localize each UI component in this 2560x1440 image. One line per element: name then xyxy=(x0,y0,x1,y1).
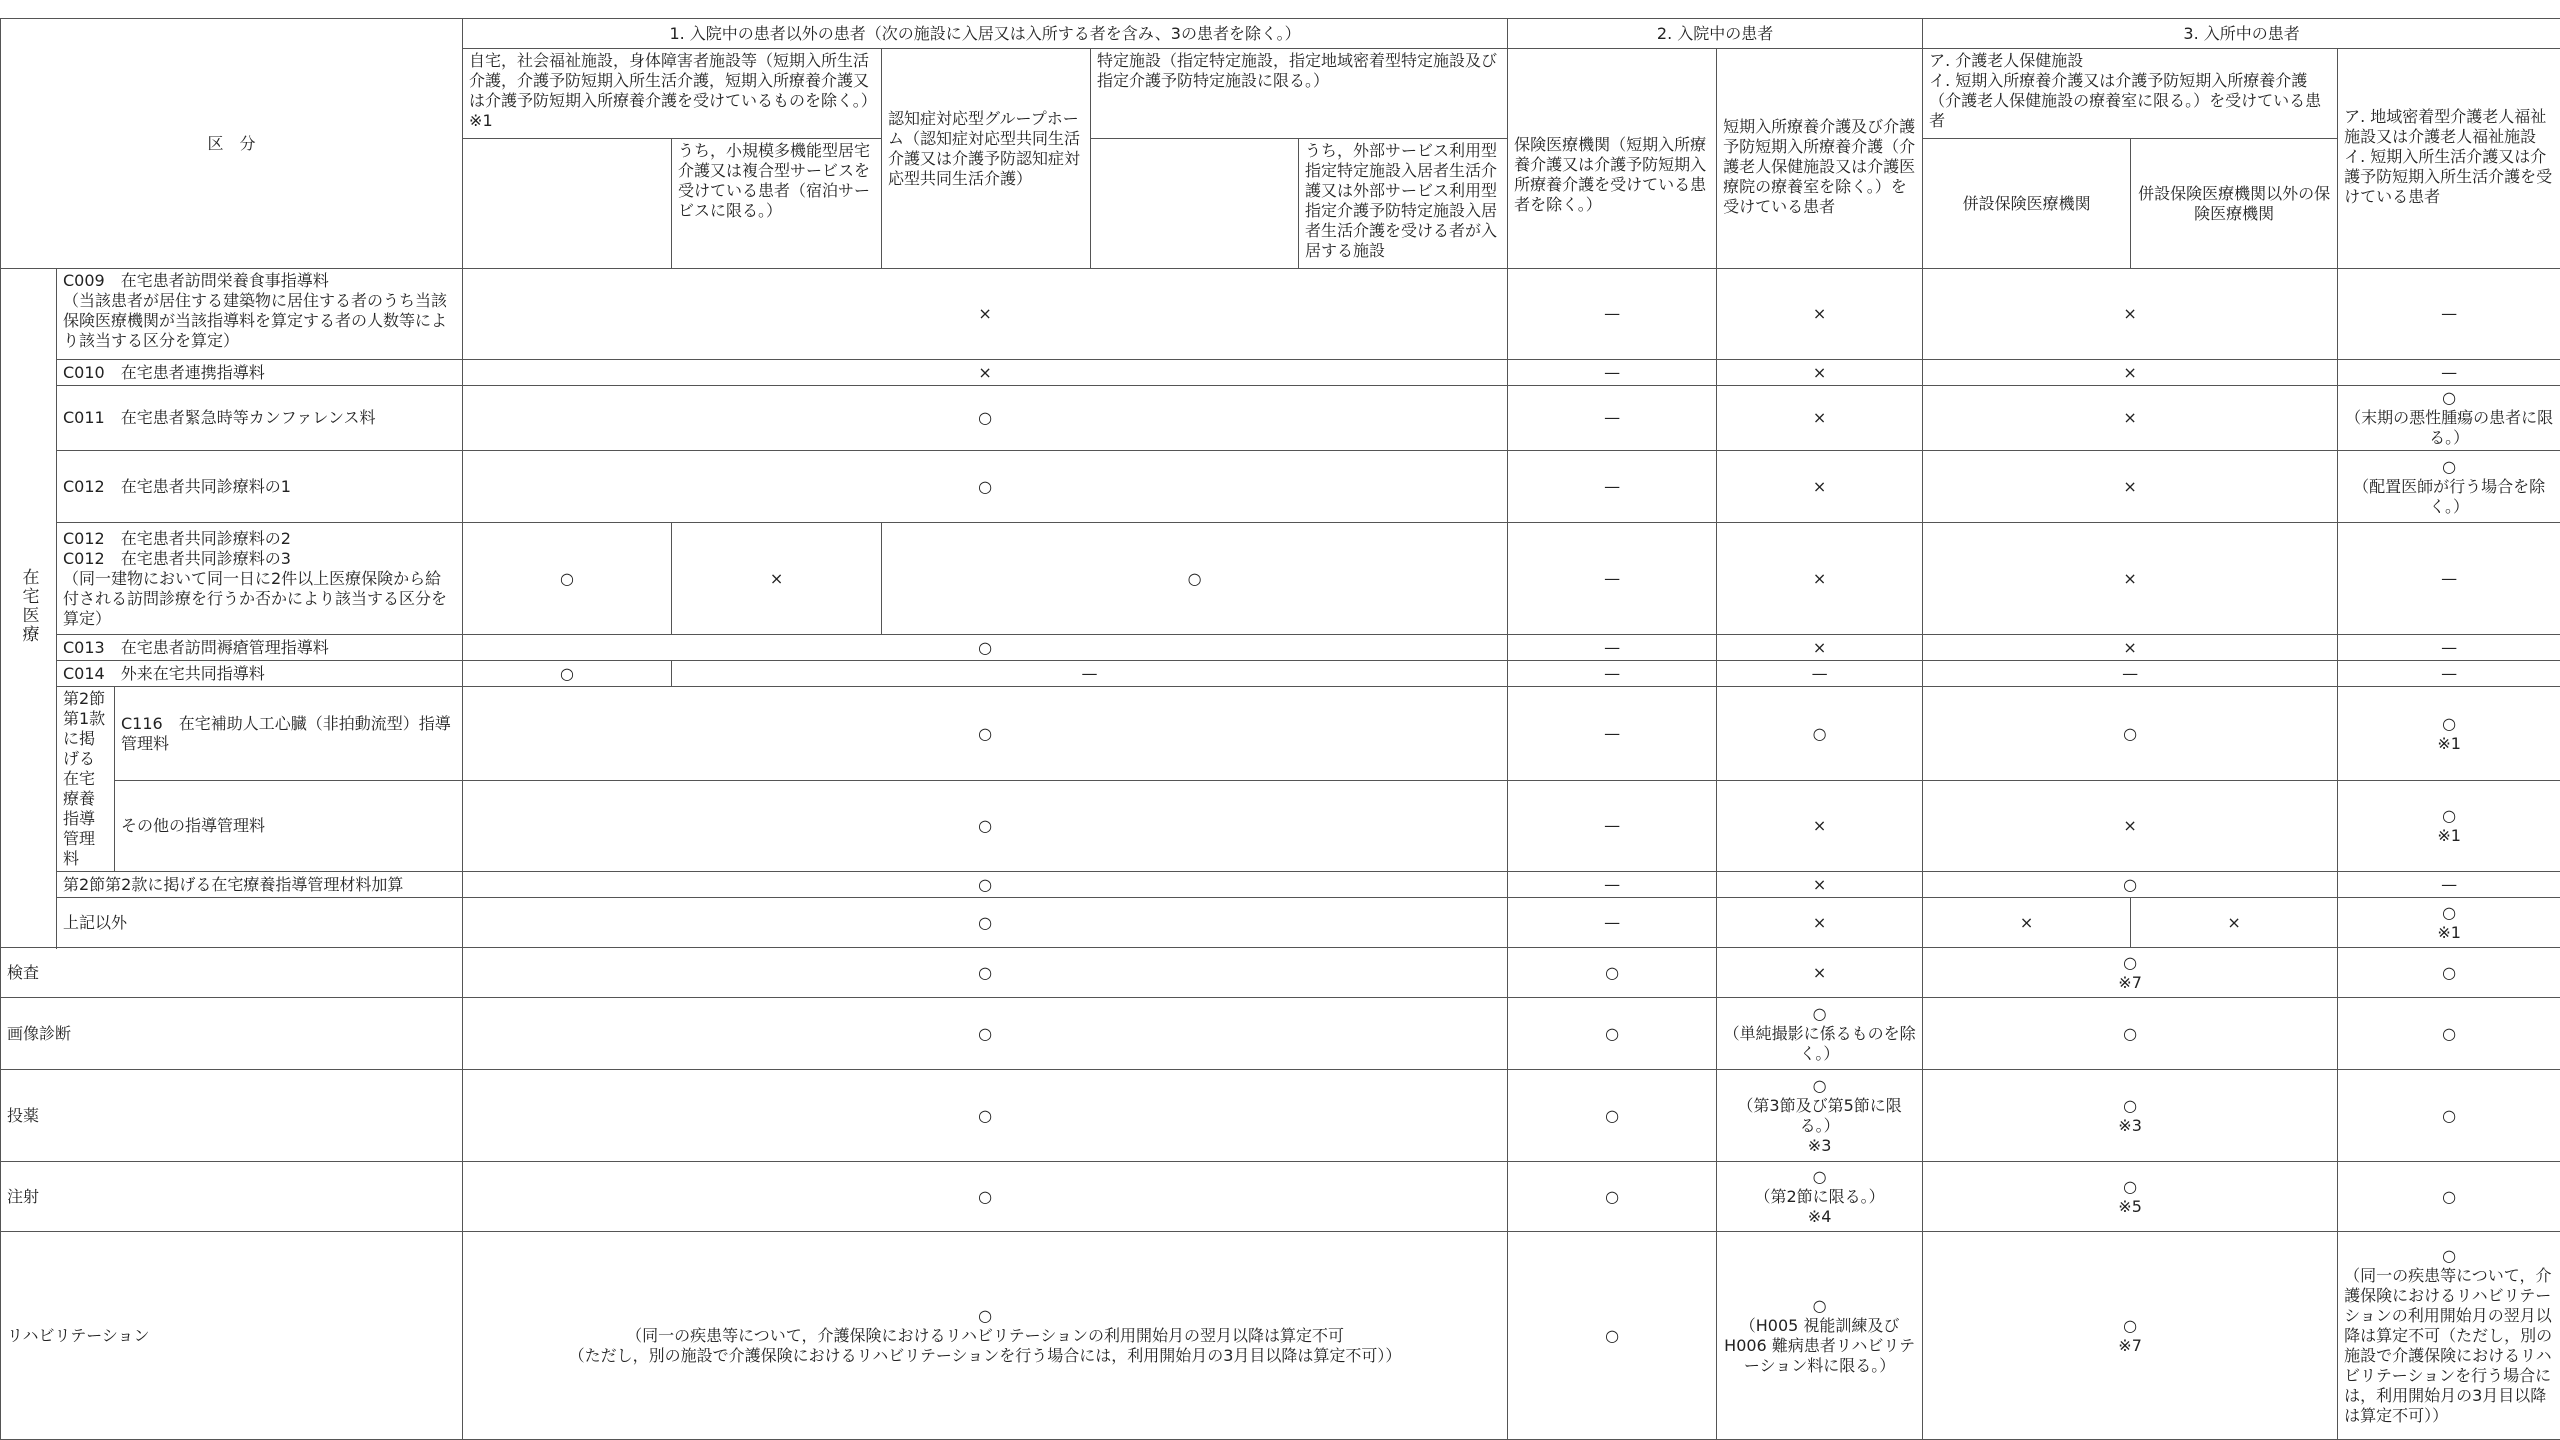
row-label: その他の指導管理料 xyxy=(115,781,463,872)
cell-mark: ○ xyxy=(2442,388,2457,407)
cell-mark: × xyxy=(1923,269,2338,360)
zaitaku-label: 在宅医療 xyxy=(1,269,57,948)
cell-mark: ○ xyxy=(463,523,672,635)
cell-mark: — xyxy=(1508,872,1717,898)
cell-mark: — xyxy=(1508,635,1717,661)
cell-note: （単純撮影に係るものを除く。） xyxy=(1723,1023,1916,1063)
cell-mark: — xyxy=(1923,661,2338,687)
cell-mark: — xyxy=(2338,360,2560,386)
cell-mark: × xyxy=(1923,523,2338,635)
rouken-header: ア. 介護老人保健施設 イ. 短期入所療養介護又は介護予防短期入所療養介護（介護老人保健施設の療養室に限る。）を受けている患者 xyxy=(1923,49,2338,139)
cell-mark: × xyxy=(463,360,1508,386)
tokuyou-header: ア. 地域密着型介護老人福祉施設又は介護老人福祉施設 イ. 短期入所生活介護又は介護予防短期入所生活介護を受けている患者 xyxy=(2338,49,2560,269)
group2-header: 2. 入院中の患者 xyxy=(1508,19,1923,49)
group3-header: 3. 入所中の患者 xyxy=(1923,19,2560,49)
cell-mark: ○ xyxy=(2123,1095,2138,1115)
cell-note: ※7 xyxy=(2118,1335,2142,1355)
tokutei-sub-header: うち，外部サービス利用型指定特定施設入居者生活介護又は外部サービス利用型指定介護予防特定施設入居者生活介護を受ける者が入居する施設 xyxy=(1299,139,1508,269)
cell-mark: × xyxy=(1717,635,1923,661)
cell-mark: ○ xyxy=(463,898,1508,948)
cell-mark: ○ xyxy=(1923,872,2338,898)
cell-mark: — xyxy=(2338,872,2560,898)
cell-mark: — xyxy=(1508,781,1717,872)
cell-mark: × xyxy=(1923,360,2338,386)
cell-mark: — xyxy=(2338,269,2560,360)
cell-mark: ○ xyxy=(463,998,1508,1070)
cell-mark: ○ xyxy=(1812,1003,1827,1023)
cell-mark: ○ xyxy=(882,523,1508,635)
cell-mark: — xyxy=(1717,661,1923,687)
cell-mark: — xyxy=(1508,269,1717,360)
cell-mark: × xyxy=(1717,872,1923,898)
cell-note: ※7 xyxy=(2118,972,2142,992)
row-label: C014 外来在宅共同指導料 xyxy=(57,661,463,687)
cell-mark: ○ xyxy=(2338,948,2560,998)
row-label: 注射 xyxy=(1,1162,463,1232)
cell-mark: ○ xyxy=(1508,998,1717,1070)
cell-note: （同一の疾患等について，介護保険におけるリハビリテーションの利用開始月の翌月以降は算定不可（ただし，別の施設で介護保険におけるリハビリテーションを行う場合には，利用開始月の3月目以降は算定不可）） xyxy=(2344,1265,2553,1425)
cell-note: （末期の悪性腫瘍の患者に限る。） xyxy=(2345,408,2554,447)
cell-mark: ○ xyxy=(978,1305,993,1325)
kubun-header: 区 分 xyxy=(1,19,463,269)
row-label: 投薬 xyxy=(1,1070,463,1162)
row-label: C013 在宅患者訪問褥瘡管理指導料 xyxy=(57,635,463,661)
cell-mark: ○ xyxy=(1508,948,1717,998)
cell-mark: — xyxy=(1508,386,1717,451)
cell-note: ※5 xyxy=(2118,1196,2142,1216)
cell-mark: × xyxy=(1717,269,1923,360)
row-label: 第2節第2款に掲げる在宅療養指導管理材料加算 xyxy=(57,872,463,898)
cell-mark: ○ xyxy=(463,872,1508,898)
cell-mark: × xyxy=(1717,386,1923,451)
cell-note: （第2節に限る。） xyxy=(1754,1186,1885,1206)
cell-mark: × xyxy=(1923,635,2338,661)
eligibility-table xyxy=(0,18,2560,1440)
cell-mark: ○ xyxy=(2123,1176,2138,1196)
home-sub-header: うち，小規模多機能型居宅介護又は複合型サービスを受けている患者（宿泊サービスに限る。） xyxy=(672,139,882,269)
row-label: C012 在宅患者共同診療料の1 xyxy=(57,451,463,523)
cell-mark: × xyxy=(1717,948,1923,998)
cell-mark: ○ xyxy=(2123,952,2138,972)
cell-mark: ○ xyxy=(1923,687,2338,781)
row-label: C116 在宅補助人工心臓（非拍動流型）指導管理料 xyxy=(115,687,463,781)
cell-mark: × xyxy=(1923,451,2338,523)
row-label: 画像診断 xyxy=(1,998,463,1070)
cell-mark: — xyxy=(1508,898,1717,948)
cell-mark: ○ xyxy=(2442,902,2457,922)
hoken-header: 保険医療機関（短期入所療養介護又は介護予防短期入所療養介護を受けている患者を除く。） xyxy=(1508,49,1717,269)
cell-mark: — xyxy=(1508,523,1717,635)
cell-mark: ○ xyxy=(463,781,1508,872)
cell-mark: — xyxy=(2338,635,2560,661)
cell-mark: — xyxy=(672,661,1508,687)
cell-mark: × xyxy=(2131,898,2338,948)
heisetsu-igai-header: 併設保険医療機関以外の保険医療機関 xyxy=(2131,139,2338,269)
row-label: C009 在宅患者訪問栄養食事指導料 （当該患者が居住する建築物に居住する者のうち当該保険医療機関が当該指導料を算定する者の人数等により該当する区分を算定） xyxy=(57,269,463,360)
cell-note: ※1 xyxy=(2437,922,2461,942)
cell-mark: ○ xyxy=(2442,456,2457,476)
cell-note: ※1 xyxy=(2437,826,2461,846)
cell-mark: ○ xyxy=(463,451,1508,523)
cell-mark: × xyxy=(1923,898,2131,948)
section-2-1-label: 第2節第1款に掲げる在宅療養指導管理料 xyxy=(57,687,115,872)
cell-note: （同一の疾患等について，介護保険におけるリハビリテーションの利用開始月の翌月以降は算定不可 xyxy=(626,1325,1345,1345)
row-label: 上記以外 xyxy=(57,898,463,948)
cell-mark: ○ xyxy=(2338,1070,2560,1162)
cell-mark: ○ xyxy=(463,661,672,687)
cell-note: （H005 視能訓練及びH006 難病患者リハビリテーション料に限る。） xyxy=(1724,1315,1916,1375)
cell-mark: — xyxy=(1508,360,1717,386)
cell-mark: × xyxy=(1923,781,2338,872)
cell-mark: × xyxy=(672,523,882,635)
cell-mark: ○ xyxy=(1508,1232,1717,1440)
row-label: C011 在宅患者緊急時等カンファレンス料 xyxy=(57,386,463,451)
cell-mark: ○ xyxy=(2442,1245,2457,1265)
cell-note: ※1 xyxy=(2437,733,2461,753)
cell-note: ※3 xyxy=(1807,1135,1832,1155)
cell-mark: × xyxy=(1717,451,1923,523)
row-label: 検査 xyxy=(1,948,463,998)
cell-mark: — xyxy=(2338,523,2560,635)
cell-mark: ○ xyxy=(463,1070,1508,1162)
cell-mark: ○ xyxy=(463,948,1508,998)
cell-note: ※4 xyxy=(1807,1206,1832,1226)
cell-mark: ○ xyxy=(2338,998,2560,1070)
cell-mark: ○ xyxy=(2442,713,2457,733)
cell-mark: ○ xyxy=(463,1162,1508,1232)
cell-mark: ○ xyxy=(2338,1162,2560,1232)
cell-mark: ○ xyxy=(2123,1315,2138,1335)
cell-mark: × xyxy=(1923,386,2338,451)
cell-mark: — xyxy=(1508,451,1717,523)
home-header: 自宅，社会福祉施設，身体障害者施設等（短期入所生活介護，介護予防短期入所生活介護，短期入所療養介護又は介護予防短期入所療養介護を受けているものを除く。）※1 xyxy=(463,49,882,139)
row-label: C010 在宅患者連携指導料 xyxy=(57,360,463,386)
cell-mark: — xyxy=(1508,661,1717,687)
cell-mark: ○ xyxy=(1812,1295,1827,1315)
heisetsu-header: 併設保険医療機関 xyxy=(1923,139,2131,269)
cell-mark: — xyxy=(2338,661,2560,687)
cell-mark: × xyxy=(1717,898,1923,948)
cell-mark: × xyxy=(1717,523,1923,635)
row-label: リハビリテーション xyxy=(1,1232,463,1440)
tokutei-header: 特定施設（指定特定施設，指定地域密着型特定施設及び指定介護予防特定施設に限る。） xyxy=(1091,49,1508,139)
group1-header: 1. 入院中の患者以外の患者（次の施設に入居又は入所する者を含み、3の患者を除く。） xyxy=(463,19,1508,49)
cell-mark: ○ xyxy=(1508,1162,1717,1232)
cell-mark: ○ xyxy=(1923,998,2338,1070)
cell-mark: ○ xyxy=(463,635,1508,661)
cell-mark: ○ xyxy=(1812,1075,1827,1095)
gh-header: 認知症対応型グループホーム（認知症対応型共同生活介護又は介護予防認知症対応型共同生活介護） xyxy=(882,49,1091,269)
cell-note: （配置医師が行う場合を除く。） xyxy=(2353,476,2546,516)
cell-mark: ○ xyxy=(1508,1070,1717,1162)
row-label: C012 在宅患者共同診療料の2 C012 在宅患者共同診療料の3 （同一建物において同一日に2件以上医療保険から給付される訪問診療を行うか否かにより該当する区分を算定） xyxy=(57,523,463,635)
cell-mark: ○ xyxy=(463,386,1508,451)
cell-note: （ただし，別の施設で介護保険におけるリハビリテーションを行う場合には，利用開始月の3月目以降は算定不可）） xyxy=(568,1345,1402,1365)
tanki-header: 短期入所療養介護及び介護予防短期入所療養介護（介護老人保健施設又は介護医療院の療養室を除く。）を受けている患者 xyxy=(1717,49,1923,269)
cell-mark: ○ xyxy=(1717,687,1923,781)
cell-mark: — xyxy=(1508,687,1717,781)
cell-mark: × xyxy=(463,269,1508,360)
cell-mark: ○ xyxy=(2442,806,2457,826)
cell-mark: × xyxy=(1717,360,1923,386)
cell-note: （第3節及び第5節に限る。） xyxy=(1737,1095,1902,1135)
cell-mark: ○ xyxy=(1812,1166,1827,1186)
cell-mark: × xyxy=(1717,781,1923,872)
cell-mark: ○ xyxy=(463,687,1508,781)
cell-note: ※3 xyxy=(2118,1115,2142,1135)
